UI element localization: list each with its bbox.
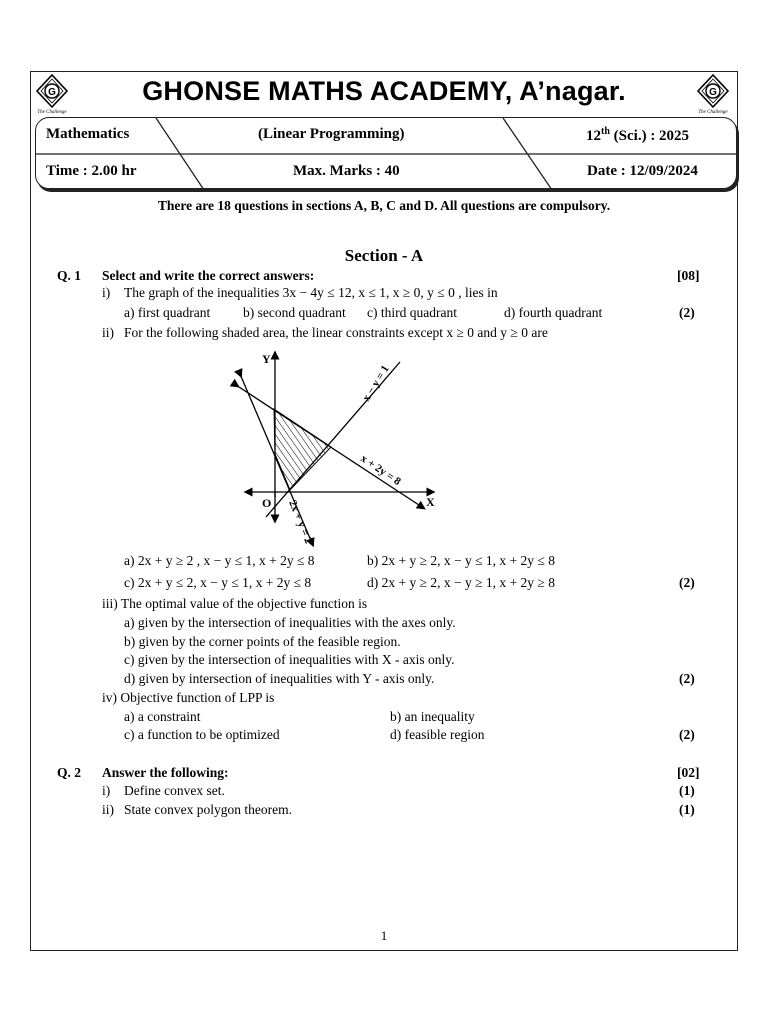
time-label: Time : 2.00 hr bbox=[46, 163, 137, 179]
origin-label: O bbox=[262, 496, 272, 510]
q1-number: Q. 1 bbox=[57, 268, 82, 283]
q1-title: Select and write the correct answers: bbox=[102, 268, 315, 283]
svg-text:G: G bbox=[709, 87, 717, 98]
q1-ii-option-a: a) 2x + y ≥ 2 , x − y ≤ 1, x + 2y ≤ 8 bbox=[124, 553, 315, 568]
q1-iii-marks: (2) bbox=[679, 671, 695, 686]
q1-i-option-d: d) fourth quadrant bbox=[504, 305, 603, 320]
q1-iv-option-b: b) an inequality bbox=[390, 709, 475, 724]
q1-i-option-c: c) third quadrant bbox=[367, 305, 457, 320]
q1-ii-option-c: c) 2x + y ≤ 2, x − y ≤ 1, x + 2y ≤ 8 bbox=[124, 575, 312, 590]
q1-iv-option-a: a) a constraint bbox=[124, 709, 201, 724]
class-label: 12th (Sci.) : 2025 bbox=[586, 126, 690, 144]
x-axis-label: X bbox=[426, 495, 435, 509]
q2-ii-label: ii) bbox=[102, 802, 114, 817]
section-heading: Section - A bbox=[344, 246, 424, 265]
shaded-feasible-region bbox=[274, 409, 331, 490]
q1-iv-option-c: c) a function to be optimized bbox=[124, 727, 280, 742]
q1-iv-option-d: d) feasible region bbox=[390, 727, 485, 742]
q2-title: Answer the following: bbox=[102, 765, 229, 780]
q2-ii-text: State convex polygon theorem. bbox=[124, 802, 292, 817]
q1-i-option-b: b) second quadrant bbox=[243, 305, 346, 320]
y-axis-label: Y bbox=[262, 352, 271, 366]
q2-i-label: i) bbox=[102, 783, 111, 798]
q2-ii-marks: (1) bbox=[679, 802, 695, 817]
page-number: 1 bbox=[380, 928, 388, 943]
q1-ii-label: ii) bbox=[102, 325, 114, 340]
q1-iii-option-b: b) given by the corner points of the feasible region. bbox=[124, 634, 401, 649]
label-x-plus-2y: x + 2y = 8 bbox=[358, 452, 403, 488]
svg-text:G: G bbox=[48, 87, 56, 98]
feasible-region-graph bbox=[226, 347, 440, 547]
q1-i-text: The graph of the inequalities 3x − 4y ≤ 12, x ≤ 1, x ≥ 0, y ≤ 0 , lies in bbox=[124, 285, 498, 300]
label-2x-plus-y: 2x + y = 2 bbox=[286, 498, 315, 546]
q1-i-label: i) bbox=[102, 285, 111, 300]
label-x-minus-y: x − y = 1 bbox=[360, 363, 392, 404]
q1-ii-text: For the following shaded area, the linear constraints except x ≥ 0 and y ≥ 0 are bbox=[124, 325, 548, 340]
topic-label: (Linear Programming) bbox=[258, 126, 405, 142]
academy-title: GHONSE MATHS ACADEMY, A’nagar. bbox=[142, 76, 626, 106]
q2-marks: [02] bbox=[677, 765, 700, 780]
instructions-notice: There are 18 questions in sections A, B, C and D. All questions are compulsory. bbox=[157, 198, 611, 213]
q1-ii-marks: (2) bbox=[679, 575, 695, 590]
q1-marks: [08] bbox=[677, 268, 700, 283]
subject-label: Mathematics bbox=[46, 126, 130, 142]
q1-ii-option-b: b) 2x + y ≥ 2, x − y ≤ 1, x + 2y ≤ 8 bbox=[367, 553, 555, 568]
q2-i-marks: (1) bbox=[679, 783, 695, 798]
q2-number: Q. 2 bbox=[57, 765, 82, 780]
q1-iv-text: iv) Objective function of LPP is bbox=[102, 690, 275, 705]
q1-i-marks: (2) bbox=[679, 305, 695, 320]
q1-iii-option-a: a) given by the intersection of inequalities with the axes only. bbox=[124, 615, 456, 630]
q2-i-text: Define convex set. bbox=[124, 783, 225, 798]
svg-text:The Challenge: The Challenge bbox=[37, 110, 67, 114]
q1-iii-option-c: c) given by the intersection of inequalities with X - axis only. bbox=[124, 652, 455, 667]
line-x-plus-2y bbox=[236, 385, 422, 507]
svg-text:The Challenge: The Challenge bbox=[698, 110, 728, 114]
q1-i-option-a: a) first quadrant bbox=[124, 305, 211, 320]
date-label: Date : 12/09/2024 bbox=[587, 163, 698, 179]
q1-iv-marks: (2) bbox=[679, 727, 695, 742]
q1-iii-option-d: d) given by intersection of inequalities with Y - axis only. bbox=[124, 671, 435, 686]
max-marks-label: Max. Marks : 40 bbox=[293, 163, 400, 179]
exam-info-box bbox=[35, 117, 737, 189]
q1-ii-option-d: d) 2x + y ≥ 2, x − y ≥ 1, x + 2y ≥ 8 bbox=[367, 575, 555, 590]
q1-iii-text: iii) The optimal value of the objective function is bbox=[102, 596, 368, 611]
